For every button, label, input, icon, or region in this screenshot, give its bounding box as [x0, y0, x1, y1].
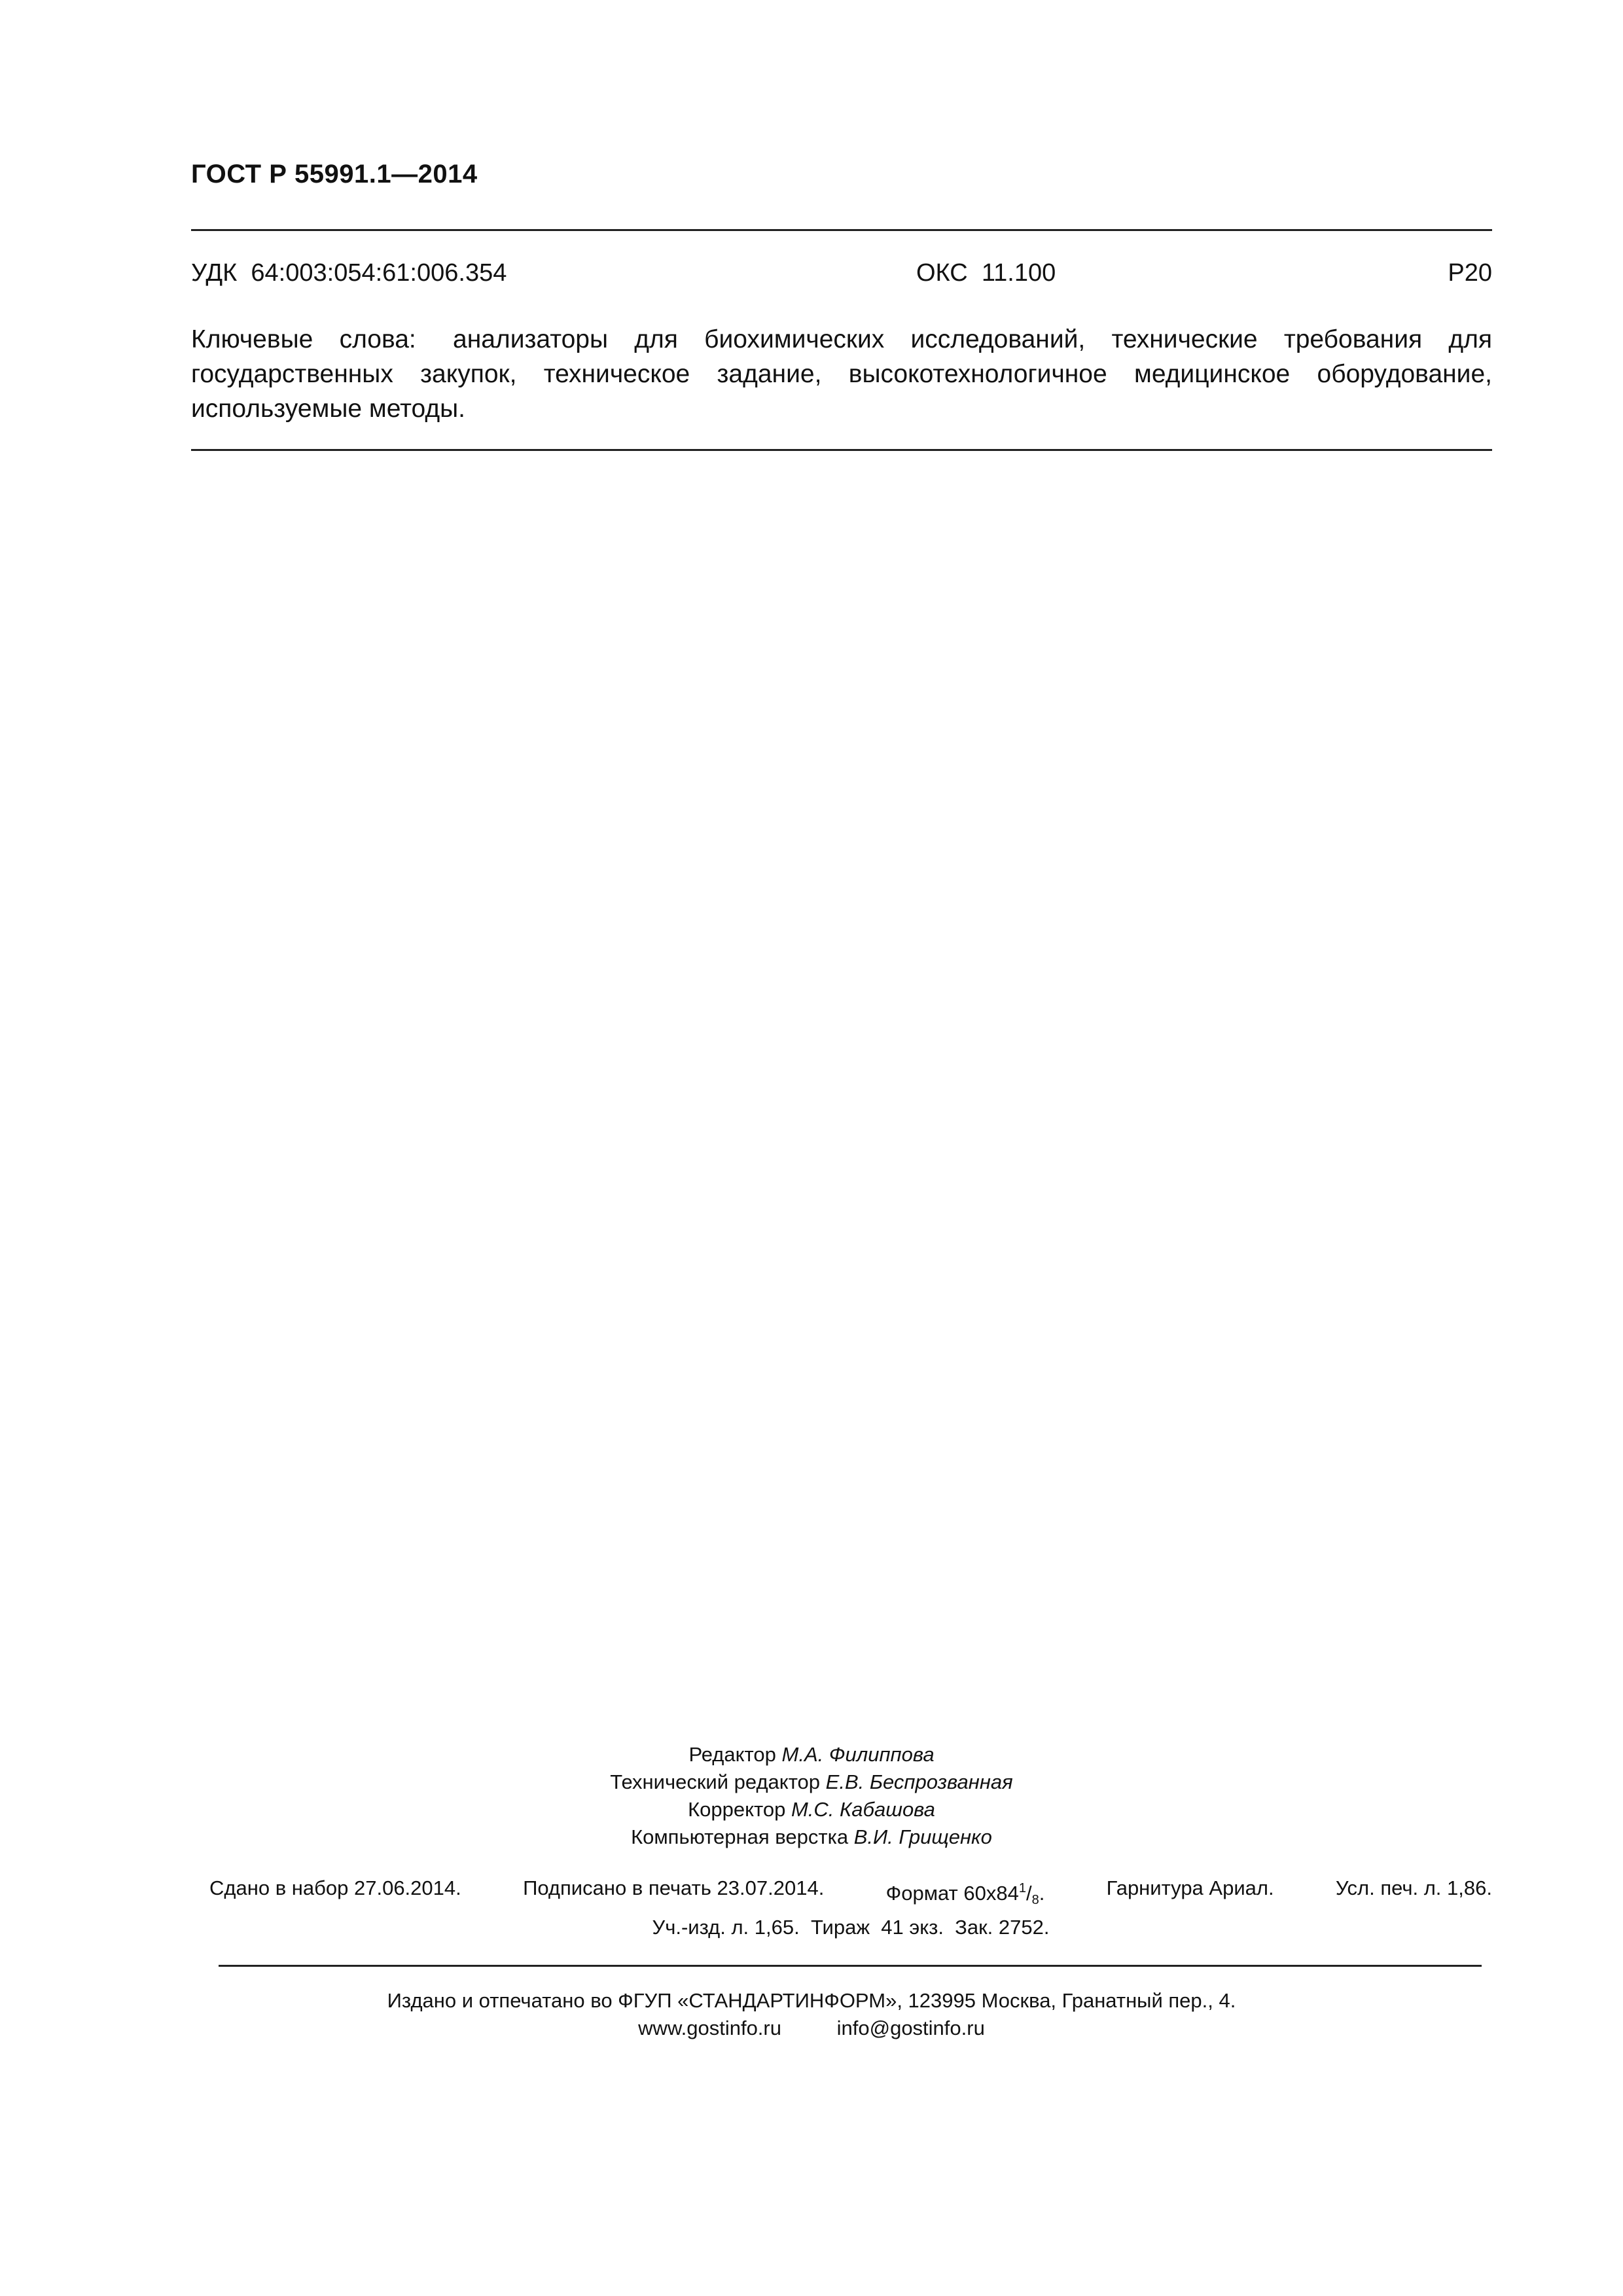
oks-code: ОКС 11.100: [916, 259, 1056, 287]
credit-proofreader: [0, 1796, 1623, 1823]
publisher-block: [0, 1987, 1623, 2042]
udk-code: УДК 64:003:054:61:006.354: [191, 259, 507, 287]
credit-role: Редактор: [688, 1743, 776, 1766]
credit-tech-editor: [0, 1768, 1623, 1796]
keywords-divider: [191, 449, 1492, 451]
credit-layout: [0, 1823, 1623, 1851]
keywords-label: Ключевые слова:: [191, 325, 416, 353]
imprint-print-sheets: Усл. печ. л. 1,86.: [1335, 1876, 1492, 1899]
keywords-block: [191, 322, 1492, 426]
imprint-sent: Сдано в набор 27.06.2014.: [209, 1876, 461, 1899]
keywords-text: анализаторы для биохимических исследований, технические требования для государственных закупок, техническое задание, высокотехнологичное медицинское оборудование, используемые методы.: [191, 325, 1492, 423]
publisher-line: Издано и отпечатано во ФГУП «СТАНДАРТИНФОРМ», 123995 Москва, Гранатный пер., 4.: [387, 1989, 1236, 2012]
top-divider: [191, 229, 1492, 231]
imprint-signed: Подписано в печать 23.07.2014.: [523, 1876, 825, 1899]
publisher-email: info@gostinfo.ru: [836, 2017, 985, 2039]
imprint-block: [209, 1874, 1492, 1941]
document-code: ГОСТ Р 55991.1—2014: [191, 160, 478, 188]
credit-role: Технический редактор: [610, 1770, 821, 1793]
imprint-line2: Уч.-изд. л. 1,65. Тираж 41 экз. Зак. 2752.: [652, 1916, 1050, 1939]
imprint-divider: [219, 1965, 1482, 1967]
imprint-format: Формат $60х84^1/_8$.: [885, 1881, 1045, 1907]
credit-name: М.А. Филиппова: [781, 1743, 935, 1766]
credit-name: Е.В. Беспрозванная: [825, 1770, 1013, 1793]
credit-role: Компьютерная верстка: [631, 1825, 849, 1848]
credit-editor: [0, 1741, 1623, 1768]
publisher-website: www.gostinfo.ru: [638, 2017, 781, 2039]
imprint-font: Гарнитура Ариал.: [1106, 1876, 1274, 1899]
credits-block: [0, 1741, 1623, 1851]
credit-role: Корректор: [688, 1798, 786, 1821]
classifier-code: Р20: [1448, 259, 1492, 287]
credit-name: М.С. Кабашова: [791, 1798, 935, 1821]
credit-name: В.И. Грищенко: [853, 1825, 992, 1848]
